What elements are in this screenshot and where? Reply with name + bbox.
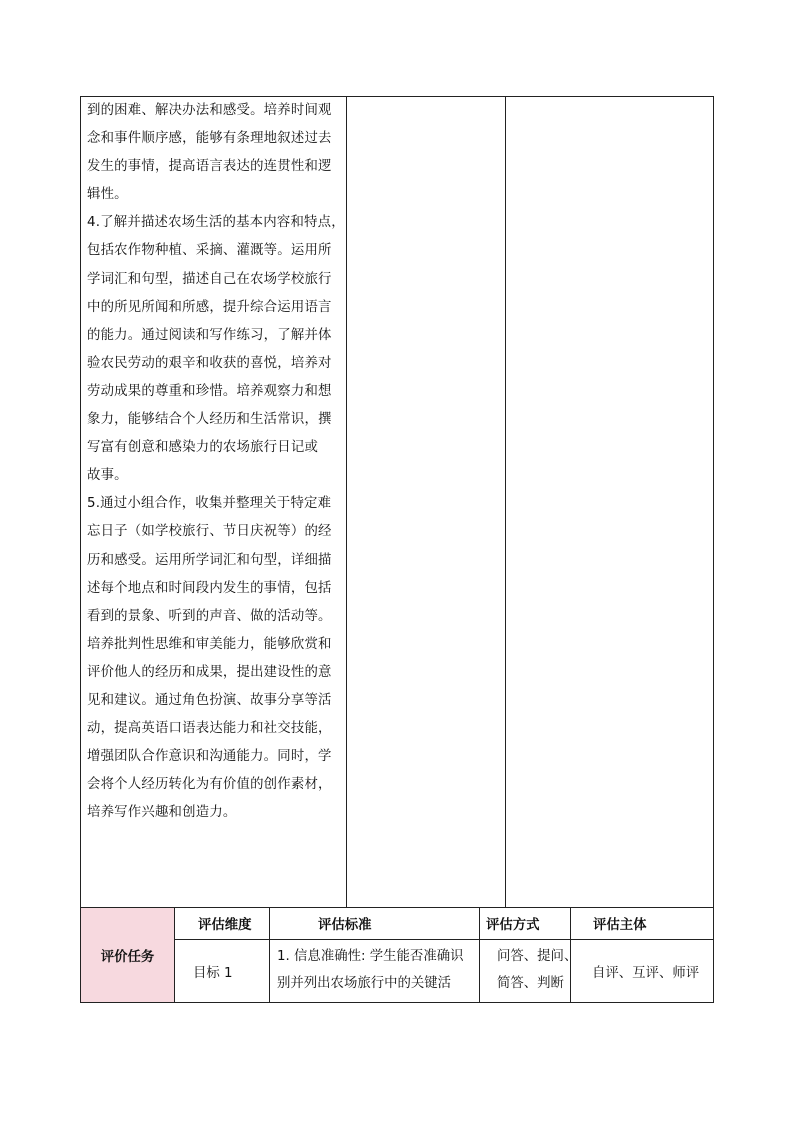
text-line: 增强团队合作意识和沟通能力。同时，学: [87, 749, 332, 765]
objectives-text: [87, 97, 347, 827]
header-dimension: 评估维度: [175, 908, 270, 940]
text-line: 见和建议。通过角色扮演、故事分享等活: [87, 692, 332, 708]
header-method: 评估方式: [480, 908, 571, 940]
text-line: 念和事件顺序感，能够有条理地叙述过去: [87, 131, 332, 147]
text-line: 4.了解并描述农场生活的基本内容和特点，: [87, 215, 345, 231]
text-line: 发生的事情，提高语言表达的连贯性和逻: [87, 159, 332, 175]
text-line: 写富有创意和感染力的农场旅行日记或: [87, 440, 319, 456]
text-line: 5.通过小组合作，收集并整理关于特定难: [87, 496, 332, 512]
evaluation-table: [80, 907, 714, 1003]
row-method-line: 简答、判断: [497, 976, 564, 991]
text-line: 到的困难、解决办法和感受。培养时间观: [87, 103, 332, 118]
row-method: [480, 940, 578, 1002]
text-line: 历和感受。运用所学词汇和句型，详细描: [87, 552, 332, 568]
text-line: 学词汇和句型，描述自己在农场学校旅行: [87, 271, 332, 287]
row-standard-line: 别并列出农场旅行中的关键活: [277, 976, 452, 991]
row-standard: [270, 940, 480, 1002]
text-line: 包括农作物种植、采摘、灌溉等。运用所: [87, 243, 332, 259]
row-dimension: 目标 1: [175, 940, 270, 1002]
text-line: 会将个人经历转化为有价值的创作素材，: [87, 777, 332, 793]
header-subject: 评估主体: [571, 908, 713, 940]
row-method-line: 问答、提问、: [497, 949, 578, 964]
text-line: 评价他人的经历和成果，提出建设性的意: [87, 664, 332, 680]
row-standard-line: 1. 信息准确性: 学生能否准确识: [277, 949, 464, 964]
text-line: 动，提高英语口语表达能力和社交技能，: [87, 721, 332, 737]
objectives-table: [80, 96, 714, 908]
text-line: 劳动成果的尊重和珍惜。培养观察力和想: [87, 383, 332, 399]
text-line: 培养批判性思维和审美能力，能够欣赏和: [87, 636, 332, 652]
evaluation-task-label: 评价任务: [81, 908, 175, 1002]
text-line: 看到的景象、听到的声音、做的活动等。: [87, 608, 332, 624]
text-line: 辑性。: [87, 187, 128, 203]
text-line: 述每个地点和时间段内发生的事情，包括: [87, 580, 332, 596]
header-standard: 评估标准: [270, 908, 480, 940]
text-line: 象力，能够结合个人经历和生活常识，撰: [87, 412, 332, 428]
text-line: 培养写作兴趣和创造力。: [87, 805, 237, 821]
text-line: 忘日子（如学校旅行、节日庆祝等）的经: [87, 524, 332, 540]
column-divider: [505, 97, 506, 907]
text-line: 的能力。通过阅读和写作练习，了解并体: [87, 327, 332, 343]
row-subject: 自评、互评、师评: [592, 965, 700, 981]
text-line: 验农民劳动的艰辛和收获的喜悦，培养对: [87, 355, 332, 371]
text-line: 中的所见所闻和所感，提升综合运用语言: [87, 299, 332, 315]
text-line: 故事。: [87, 468, 128, 484]
